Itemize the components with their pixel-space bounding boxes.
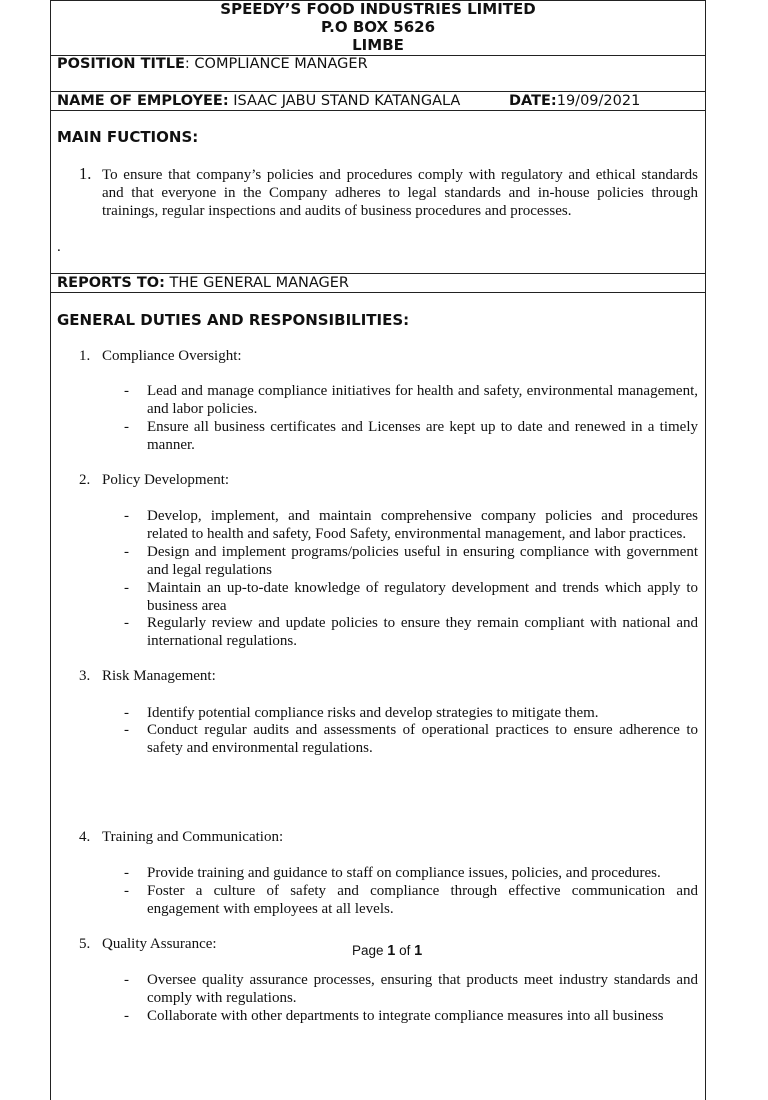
duty-item: Provide training and guidance to staff on compliance issues, policies, and procedures. (147, 865, 661, 881)
duty-title: Quality Assurance: (102, 936, 217, 952)
bullet-dash: - (124, 883, 129, 899)
duties-heading: GENERAL DUTIES AND RESPONSIBILITIES: (57, 311, 410, 329)
position-title-value: : COMPLIANCE MANAGER (184, 56, 368, 72)
company-address: P.O BOX 5626 (320, 18, 436, 36)
duty-title: Risk Management: (102, 668, 216, 684)
bullet-dash: - (124, 972, 129, 988)
bullet-dash: - (124, 722, 129, 738)
position-title-label: POSITION TITLE (57, 56, 185, 72)
company-city: LIMBE (352, 36, 404, 54)
bullet-dash: - (124, 508, 129, 524)
duty-number: 2. (79, 472, 91, 488)
company-name: SPEEDY’S FOOD INDUSTRIES LIMITED (220, 0, 536, 18)
employee-name: ISAAC JABU STAND KATANGALA (228, 93, 461, 109)
bullet-dash: - (124, 615, 129, 631)
stray-mark: . (57, 239, 61, 255)
duty-number: 5. (79, 936, 91, 952)
bullet-dash: - (124, 419, 129, 435)
duty-item: Conduct regular audits and assessments of operational practices to ensure adherence to safety and environmental regulations. (147, 722, 698, 756)
employee-label: NAME OF EMPLOYEE: (57, 93, 229, 109)
duty-title: Policy Development: (102, 472, 230, 488)
main-functions-heading: MAIN FUCTIONS: (57, 128, 199, 146)
duty-item: Collaborate with other departments to integrate compliance measures into all business (147, 1008, 664, 1024)
reports-to-row (57, 274, 349, 292)
bullet-dash: - (124, 544, 129, 560)
position-title-row (57, 55, 368, 73)
current-page: 1 (387, 943, 396, 959)
duty-number: 4. (79, 829, 91, 845)
main-function-text: To ensure that company’s policies and procedures comply with regulatory and ethical standards and that everyone in the Company adheres to legal standards and in-house policies through trainings, regular inspections and audits of business procedures and processes. (102, 167, 698, 219)
duty-item: Develop, implement, and maintain comprehensive company policies and procedures related to health and safety, Food Safety, environmental management, and labor practices. (147, 508, 698, 542)
table-rule-reports-bottom (50, 292, 706, 293)
duty-item: Ensure all business certificates and Licenses are kept up to date and renewed in a timely manner. (147, 419, 698, 453)
page-number-footer (352, 942, 422, 960)
page-of: of (395, 943, 415, 958)
employee-row (57, 92, 460, 110)
duty-item: Identify potential compliance risks and develop strategies to mitigate them. (147, 705, 599, 721)
duty-item: Design and implement programs/policies useful in ensuring compliance with government and legal regulations (147, 544, 698, 578)
date-field (509, 92, 640, 110)
duty-title: Compliance Oversight: (102, 348, 242, 364)
total-pages: 1 (414, 943, 423, 959)
bullet-dash: - (124, 705, 129, 721)
duty-item: Oversee quality assurance processes, ensuring that products meet industry standards and comply with regulations. (147, 972, 698, 1006)
duty-item: Maintain an up-to-date knowledge of regulatory development and trends which apply to business area (147, 580, 698, 614)
bullet-dash: - (124, 383, 129, 399)
bullet-dash: - (124, 1008, 129, 1024)
bullet-dash: - (124, 865, 129, 881)
main-function-number: 1. (79, 164, 92, 183)
duty-number: 3. (79, 668, 91, 684)
duty-item: Regularly review and update policies to ensure they remain compliant with national and international regulations. (147, 615, 698, 649)
date-label: DATE: (509, 93, 557, 109)
duty-title: Training and Communication: (102, 829, 284, 845)
bullet-dash: - (124, 580, 129, 596)
company-header (50, 0, 706, 54)
reports-to-value: THE GENERAL MANAGER (164, 275, 349, 291)
duty-item: Lead and manage compliance initiatives for health and safety, environmental management, and labor policies. (147, 383, 698, 417)
page-prefix: Page (352, 943, 388, 958)
duty-item: Foster a culture of safety and compliance through effective communication and engagement with employees at all levels. (147, 883, 698, 917)
duty-number: 1. (79, 348, 91, 364)
table-rule-employee-bottom (50, 110, 706, 111)
reports-to-label: REPORTS TO: (57, 275, 165, 291)
date-value: 19/09/2021 (556, 93, 641, 109)
